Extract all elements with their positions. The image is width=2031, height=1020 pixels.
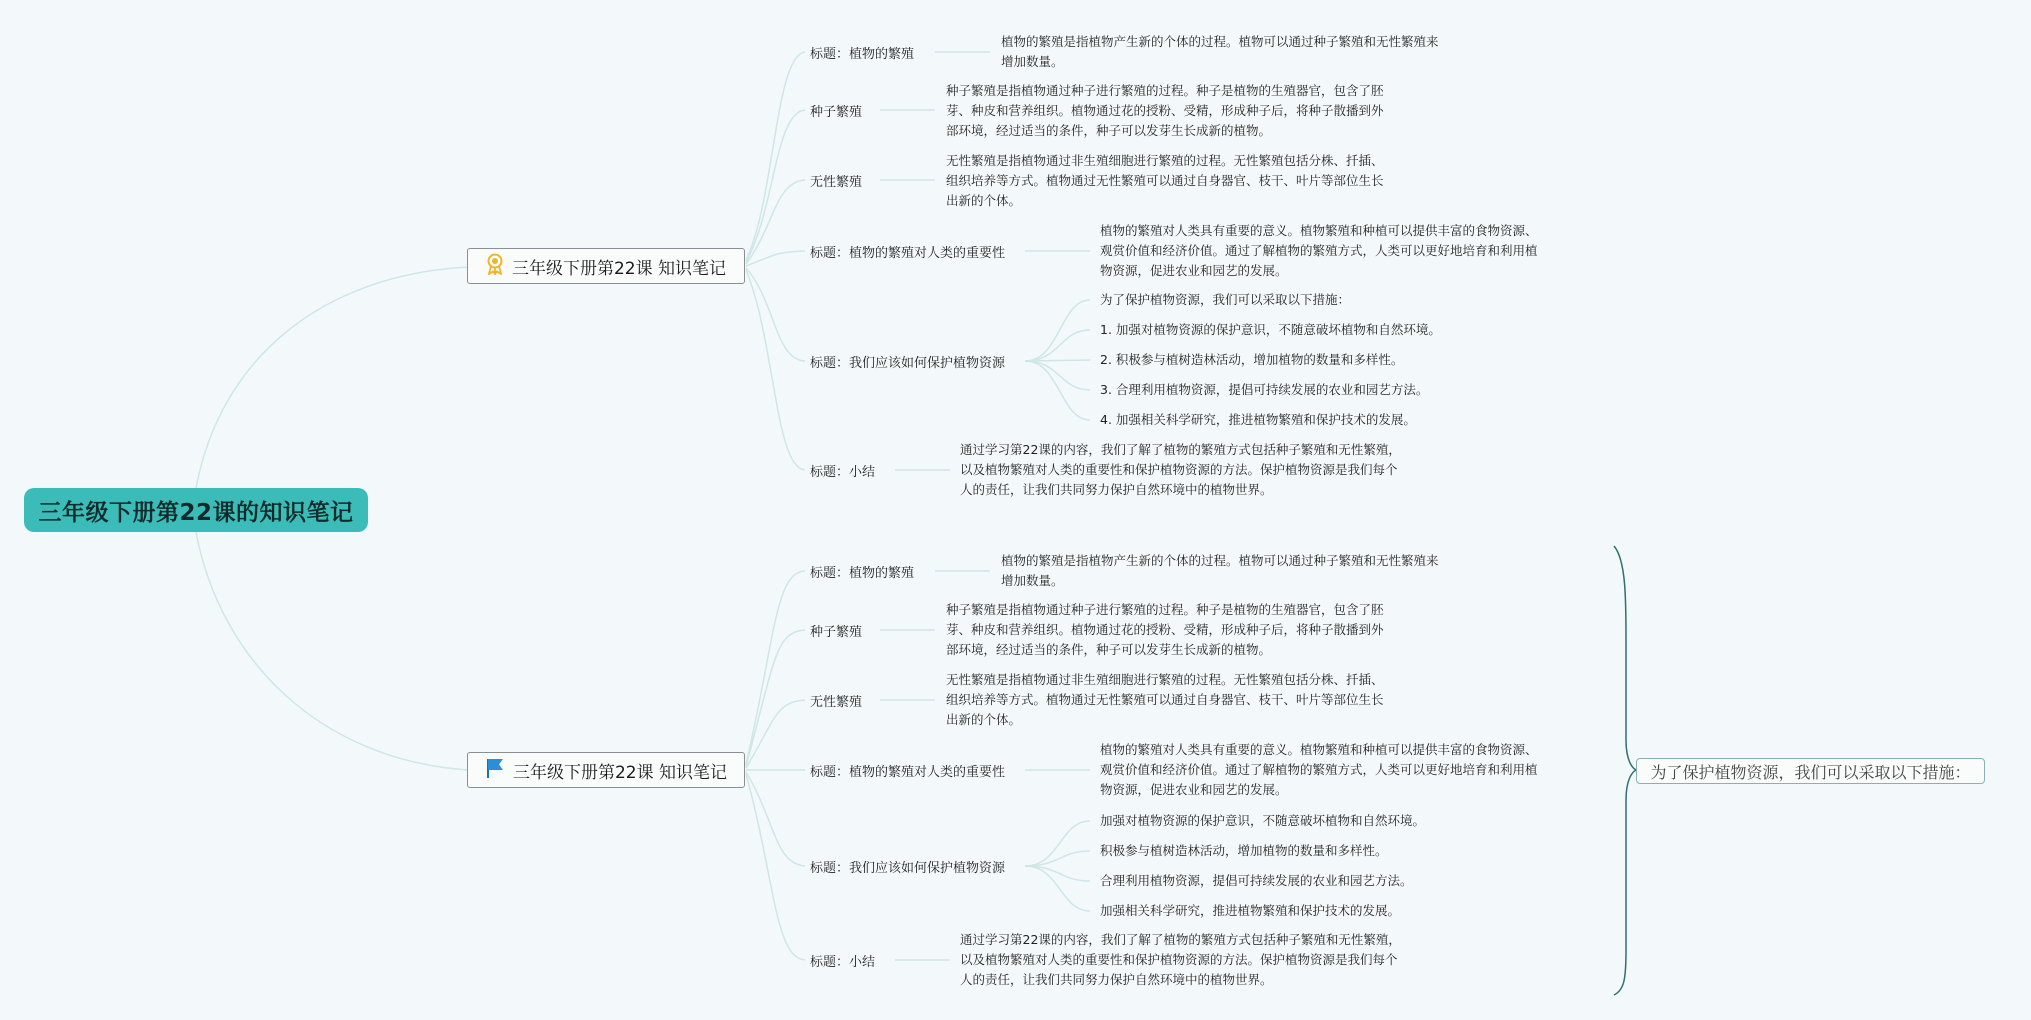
text-line: 通过学习第22课的内容，我们了解了植物的繁殖方式包括种子繁殖和无性繁殖， — [960, 932, 1401, 947]
topic-label[interactable]: 标题：植物的繁殖对人类的重要性 — [810, 246, 1006, 261]
text-line: 种子繁殖是指植物通过种子进行繁殖的过程。种子是植物的生殖器官，包含了胚 — [946, 602, 1384, 617]
text-line: 人的责任，让我们共同努力保护自然环境中的植物世界。 — [960, 482, 1273, 497]
topic-label[interactable]: 无性繁殖 — [810, 175, 863, 190]
root-topic-label: 三年级下册第22课的知识笔记 — [38, 499, 354, 526]
topic-text — [1001, 551, 1439, 591]
award-ribbon-icon — [486, 253, 504, 280]
list-item: 加强对植物资源的保护意识，不随意破坏植物和自然环境。 — [1100, 813, 1426, 828]
topic-text — [946, 151, 1384, 211]
text-line: 以及植物繁殖对人类的重要性和保护植物资源的方法。保护植物资源是我们每个 — [960, 952, 1398, 967]
text-line: 出新的个体。 — [946, 193, 1022, 208]
branch-1-label: 三年级下册第22课 知识笔记 — [511, 258, 727, 279]
text-line: 无性繁殖是指植物通过非生殖细胞进行繁殖的过程。无性繁殖包括分株、扦插、 — [946, 672, 1384, 687]
list-item: 4. 加强相关科学研究，推进植物繁殖和保护技术的发展。 — [1100, 412, 1416, 427]
summary-label: 为了保护植物资源，我们可以采取以下措施： — [1650, 762, 1971, 782]
topic-text — [960, 440, 1401, 500]
text-line: 出新的个体。 — [946, 712, 1022, 727]
text-line: 物资源，促进农业和园艺的发展。 — [1100, 263, 1288, 278]
list-item: 加强相关科学研究，推进植物繁殖和保护技术的发展。 — [1100, 903, 1401, 918]
text-line: 以及植物繁殖对人类的重要性和保护植物资源的方法。保护植物资源是我们每个 — [960, 462, 1398, 477]
text-line: 芽、种皮和营养组织。植物通过花的授粉、受精，形成种子后，将种子散播到外 — [946, 622, 1384, 637]
topic-label[interactable]: 标题：我们应该如何保护植物资源 — [810, 861, 1006, 876]
topic-text — [960, 930, 1401, 990]
list-item: 积极参与植树造林活动，增加植物的数量和多样性。 — [1100, 843, 1388, 858]
topic-label[interactable]: 标题：植物的繁殖 — [810, 566, 915, 581]
topic-text — [946, 600, 1384, 660]
text-line: 增加数量。 — [1001, 573, 1064, 588]
topic-label[interactable]: 标题：我们应该如何保护植物资源 — [810, 356, 1006, 371]
text-line: 植物的繁殖对人类具有重要的意义。植物繁殖和种植可以提供丰富的食物资源、 — [1100, 223, 1538, 238]
text-line: 无性繁殖是指植物通过非生殖细胞进行繁殖的过程。无性繁殖包括分株、扦插、 — [946, 153, 1384, 168]
flag-icon — [485, 757, 505, 784]
topic-label[interactable]: 标题：小结 — [810, 955, 876, 970]
branch-2[interactable] — [467, 752, 745, 788]
topic-label[interactable]: 标题：小结 — [810, 465, 876, 480]
text-line: 通过学习第22课的内容，我们了解了植物的繁殖方式包括种子繁殖和无性繁殖， — [960, 442, 1401, 457]
branch-2-label: 三年级下册第22课 知识笔记 — [512, 762, 728, 783]
text-line: 组织培养等方式。植物通过无性繁殖可以通过自身器官、枝干、叶片等部位生长 — [946, 173, 1384, 188]
root-topic[interactable] — [24, 488, 368, 532]
text-line: 观赏价值和经济价值。通过了解植物的繁殖方式，人类可以更好地培育和利用植 — [1100, 762, 1538, 777]
list-item: 合理利用植物资源，提倡可持续发展的农业和园艺方法。 — [1100, 873, 1413, 888]
text-line: 物资源，促进农业和园艺的发展。 — [1100, 782, 1288, 797]
list-item: 3. 合理利用植物资源，提倡可持续发展的农业和园艺方法。 — [1100, 382, 1429, 397]
summary-topic[interactable] — [1636, 758, 1985, 784]
branch-1[interactable] — [467, 248, 745, 284]
topic-text — [946, 670, 1384, 730]
text-line: 芽、种皮和营养组织。植物通过花的授粉、受精，形成种子后，将种子散播到外 — [946, 103, 1384, 118]
text-line: 部环境，经过适当的条件，种子可以发芽生长成新的植物。 — [946, 642, 1272, 657]
topic-text — [1100, 221, 1538, 281]
text-line: 观赏价值和经济价值。通过了解植物的繁殖方式，人类可以更好地培育和利用植 — [1100, 243, 1538, 258]
topic-label[interactable]: 标题：植物的繁殖对人类的重要性 — [810, 765, 1006, 780]
topic-text — [1001, 32, 1439, 72]
text-line: 植物的繁殖是指植物产生新的个体的过程。植物可以通过种子繁殖和无性繁殖来 — [1001, 34, 1439, 49]
list-item: 1. 加强对植物资源的保护意识，不随意破坏植物和自然环境。 — [1100, 322, 1441, 337]
text-line: 植物的繁殖对人类具有重要的意义。植物繁殖和种植可以提供丰富的食物资源、 — [1100, 742, 1538, 757]
list-item: 2. 积极参与植树造林活动，增加植物的数量和多样性。 — [1100, 352, 1404, 367]
text-line: 部环境，经过适当的条件，种子可以发芽生长成新的植物。 — [946, 123, 1272, 138]
topic-text — [946, 81, 1384, 141]
text-line: 组织培养等方式。植物通过无性繁殖可以通过自身器官、枝干、叶片等部位生长 — [946, 692, 1384, 707]
topic-text — [1100, 740, 1538, 800]
list-item: 为了保护植物资源，我们可以采取以下措施： — [1100, 292, 1351, 307]
text-line: 人的责任，让我们共同努力保护自然环境中的植物世界。 — [960, 972, 1273, 987]
text-line: 增加数量。 — [1001, 54, 1064, 69]
topic-label[interactable]: 种子繁殖 — [810, 105, 863, 120]
text-line: 种子繁殖是指植物通过种子进行繁殖的过程。种子是植物的生殖器官，包含了胚 — [946, 83, 1384, 98]
text-line: 植物的繁殖是指植物产生新的个体的过程。植物可以通过种子繁殖和无性繁殖来 — [1001, 553, 1439, 568]
topic-label[interactable]: 无性繁殖 — [810, 695, 863, 710]
topic-label[interactable]: 种子繁殖 — [810, 625, 863, 640]
topic-label[interactable]: 标题：植物的繁殖 — [810, 47, 915, 62]
